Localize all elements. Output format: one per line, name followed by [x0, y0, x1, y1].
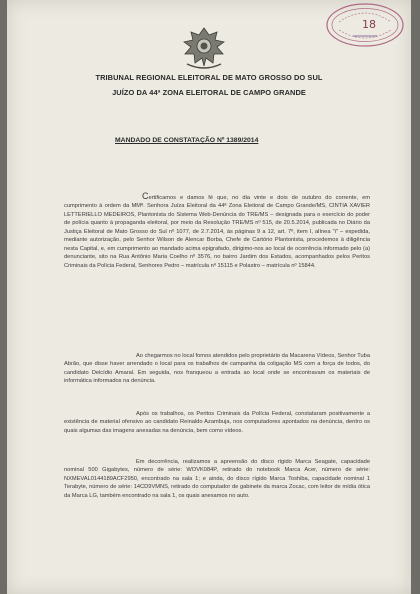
- paragraph-arrival: Ao chegarmos no local fomos atendidos pelo proprietário da Macarena Vídeos, Senhor Tuba Abrão, que disse haver arrendado o local para os trabalhos de campanha da coligação MS com a força de todos, do candidato Delcídio Amaral. Em seguida, nos franqueou a entrada ao local onde se encontravam os materiais de informática informados na denúncia.: [64, 353, 370, 385]
- stamp-page-number: 18: [362, 18, 376, 31]
- coat-of-arms-icon: [179, 26, 229, 70]
- paragraph-seizure: Em decorrência, realizamos a apreensão do disco rígido Marca Seagate, capacidade nominal 500 Gigabytes, número de série: WOVK084P, retirado do notebook Marca Acer, número de série: NXMEVAL0144189ACF2950, encontrado na sala 1; e ainda, do disco rígido Marca Toshiba, capacidade nominal 1 Terabyte, número de série: 14CD9VMNS, retirado do computador de gabinete da marca Zocac, com leitor de mídia ótica da Marca LG, também encontrado na sala 1, os quais anexamos no auto.: [64, 459, 370, 499]
- court-name-heading: TRIBUNAL REGIONAL ELEITORAL DE MATO GROSSO DO SUL: [95, 73, 323, 82]
- electoral-zone-heading: JUÍZO DA 44ª ZONA ELEITORAL DE CAMPO GRANDE: [112, 88, 306, 97]
- document-title: MANDADO DE CONSTATAÇÃO Nº 1389/2014: [115, 137, 259, 144]
- paragraph-certification: [64, 192, 370, 270]
- paragraph-findings: Após os trabalhos, os Peritos Criminais da Polícia Federal, constataram positivamente a existência de material ofensivo ao candidato Reinaldo Azambuja, nos computadores apontados na denúncia, dentro os quais algumas das imagens anexadas na denúncia, bem como vídeos.: [64, 411, 370, 434]
- drop-letter: C: [142, 191, 149, 201]
- paragraph-certification-text: ertificamos e damos fé que, no dia vinte e dois de outubro do corrente, em cumprimento à ordem da MMª. Senhora Juíza Eleitoral da 44ª Zona Eleitoral de Campo Grande/MS, CINTIA XAVIER LETTERIELLO MEDEIROS, Plantonista do Sistema Web-Denúncia do TRE/MS – designada para o exercício do poder de polícia quanto à propaganda eleitoral, por meio da Resolução TRE/MS nº 515, de 20.5.2014, publicada no Diário da Justiça Eleitoral de Mato Grosso do Sul nº 1077, de 2.7.2014, às páginas 9 a 12, art. 7º, item I, alínea "i" – expedida, mediante autorização, pelo Senhor Wilson de Alencar Borba, Chefe de Cartório Plantonista, procedemos à diligência nesta Capital, e, em cumprimento ao mandado acima epigrafado, dirigimo-nos ao local de ocorrência informado pelo (a) denunciante, sito na Rua Antônio Maria Coelho nº 3576, no bairro Jardim dos Estados, acompanhados pelos Peritos Criminais da Polícia Federal, Senhores Pedro – matrícula nº 15115 e Polastro – matrícula nº 15844.: [64, 195, 370, 269]
- document-page: [7, 0, 411, 594]
